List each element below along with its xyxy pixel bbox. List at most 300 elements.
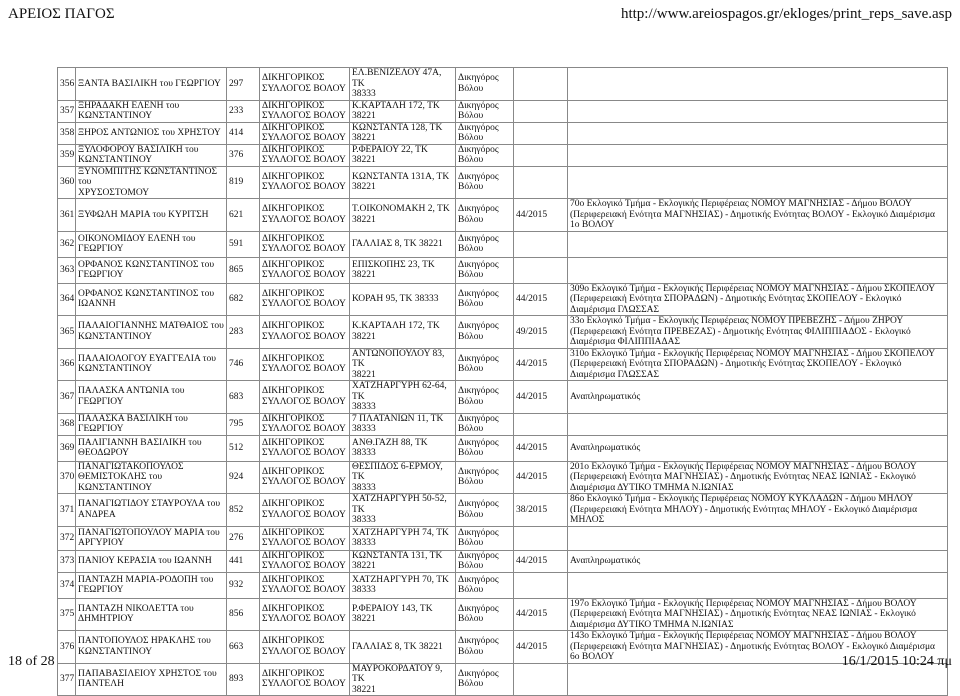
person-name: ΠΑΝΑΓΙΩΤΟΠΟΥΛΟΥ ΜΑΡΙΑ του ΑΡΓΥΡΙΟΥ: [78, 527, 220, 548]
assignment: 309ο Εκλογικό Τμήμα - Εκλογικής Περιφέρειας ΝΟΜΟΥ ΜΑΓΝΗΣΙΑΣ - Δήμου ΣΚΟΠΕΛΟΥ (Περιφερειακή Ενότητα ΣΠΟΡΑΔΩΝ) - Δημοτικής Ενότητας ΣΚΟΠΕΛΟΥ - Εκλογικό Διαμέρισμα ΓΛΩΣΣΑΣ: [570, 283, 935, 315]
member-code-cell: [227, 199, 260, 232]
assignment: 33ο Εκλογικό Τμήμα - Εκλογικής Περιφέρειας ΝΟΜΟΥ ΠΡΕΒΕΖΗΣ - Δήμου ΖΗΡΟΥ (Περιφερειακή Ενότητα ΠΡΕΒΕΖΑΣ) - Δημοτικής Ενότητας ΦΙΛΙΠΠΙΑΔΟΣ - Εκλογικό Διαμέρισμα ΦΙΛΙΠΠΙΑΔΑΣ: [570, 316, 911, 347]
bar-association: ΔΙΚΗΓΟΡΙΚΟΣ ΣΥΛΛΟΓΟΣ ΒΟΛΟΥ: [262, 413, 346, 434]
profession-cell: [456, 199, 514, 232]
profession-cell: [456, 413, 514, 435]
address-cell: [350, 348, 456, 381]
member-code: 746: [229, 359, 244, 369]
member-code-cell: [227, 144, 260, 166]
row-number-cell: [58, 283, 76, 316]
decision-number-cell: [514, 122, 568, 144]
profession-cell: [456, 283, 514, 316]
decision-number-cell: [514, 598, 568, 631]
assignment-cell: [568, 381, 948, 414]
bar-association-cell: [260, 663, 350, 696]
profession: Δικηγόρος Βόλου: [458, 321, 499, 342]
table-row: [58, 494, 948, 527]
person-name-cell: [76, 199, 227, 232]
profession: Δικηγόρος Βόλου: [458, 603, 499, 625]
person-name: ΠΑΛΑΣΚΑ ΒΑΣΙΛΙΚΗ του ΓΕΩΡΓΙΟΥ: [78, 413, 188, 434]
bar-association-cell: [260, 199, 350, 232]
member-code: 512: [229, 442, 244, 453]
bar-association: ΔΙΚΗΓΟΡΙΚΟΣ ΣΥΛΛΟΓΟΣ ΒΟΛΟΥ: [262, 437, 346, 458]
bar-association: ΔΙΚΗΓΟΡΙΚΟΣ ΣΥΛΛΟΓΟΣ ΒΟΛΟΥ: [262, 603, 346, 625]
person-name-cell: [76, 316, 227, 349]
member-code-cell: [227, 526, 260, 550]
profession-cell: [456, 144, 514, 166]
person-name: ΠΑΝΙΟΥ ΚΕΡΑΣΙΑ του ΙΩΑΝΝΗ: [78, 555, 212, 566]
bar-association: ΔΙΚΗΓΟΡΙΚΟΣ ΣΥΛΛΟΓΟΣ ΒΟΛΟΥ: [262, 73, 346, 94]
print-datetime: 16/1/2015 10:24 πμ: [841, 654, 952, 669]
table-row: [58, 435, 948, 461]
profession-cell: [456, 494, 514, 527]
row-number: 366: [60, 359, 75, 369]
bar-association-cell: [260, 598, 350, 631]
row-number-cell: [58, 663, 76, 696]
row-number-cell: [58, 572, 76, 598]
decision-number: 44/2015: [516, 209, 548, 220]
person-name-cell: [76, 413, 227, 435]
table-row: [58, 631, 948, 664]
table-row: [58, 572, 948, 598]
row-number-cell: [58, 316, 76, 349]
person-name-cell: [76, 283, 227, 316]
table-row: [58, 663, 948, 696]
bar-association-cell: [260, 461, 350, 494]
row-number: 375: [60, 609, 75, 619]
profession: Δικηγόρος Βόλου: [458, 668, 499, 690]
page-header-url: http://www.areiospagos.gr/ekloges/print_reps_save.asp: [620, 6, 952, 22]
decision-number-cell: [514, 381, 568, 414]
row-number-cell: [58, 435, 76, 461]
address-cell: [350, 598, 456, 631]
assignment: Αναπληρωματικός: [570, 442, 641, 453]
member-code-cell: [227, 435, 260, 461]
decision-number-cell: [514, 316, 568, 349]
member-code: 441: [229, 555, 244, 566]
person-name-cell: [76, 68, 227, 101]
decision-number-cell: [514, 68, 568, 101]
bar-association-cell: [260, 283, 350, 316]
member-code-cell: [227, 494, 260, 527]
person-name-cell: [76, 257, 227, 283]
table-row: [58, 526, 948, 550]
assignment-cell: [568, 166, 948, 199]
address: ΧΑΤΖΗΑΡΓΥΡΗ 74, ΤΚ 38333: [352, 527, 449, 548]
member-code-cell: [227, 381, 260, 414]
bar-association-cell: [260, 257, 350, 283]
profession: Δικηγόρος Βόλου: [458, 413, 499, 434]
assignment: 310ο Εκλογικό Τμήμα - Εκλογικής Περιφέρειας ΝΟΜΟΥ ΜΑΓΝΗΣΙΑΣ - Δήμου ΣΚΟΠΕΛΟΥ (Περιφερειακή Ενότητα ΣΠΟΡΑΔΩΝ) - Δημοτικής Ενότητας ΣΚΟΠΕΛΟΥ - Εκλογικό Διαμέρισμα ΓΛΩΣΣΑΣ: [570, 348, 935, 380]
bar-association-cell: [260, 526, 350, 550]
row-number: 365: [60, 326, 75, 337]
bar-association-cell: [260, 572, 350, 598]
bar-association: ΔΙΚΗΓΟΡΙΚΟΣ ΣΥΛΛΟΓΟΣ ΒΟΛΟΥ: [262, 574, 346, 595]
decision-number-cell: [514, 572, 568, 598]
table-row: [58, 100, 948, 122]
decision-number-cell: [514, 413, 568, 435]
address: ΕΠΙΣΚΟΠΗΣ 23, ΤΚ 38221: [352, 259, 435, 280]
assignment-cell: [568, 348, 948, 381]
row-number-cell: [58, 461, 76, 494]
profession: Δικηγόρος Βόλου: [458, 288, 499, 310]
address: ΘΕΣΠΙΔΟΣ 6-ΕΡΜΟΥ, ΤΚ 38333: [352, 461, 443, 493]
decision-number-cell: [514, 283, 568, 316]
person-name-cell: [76, 381, 227, 414]
table-row: [58, 550, 948, 572]
row-number: 369: [60, 442, 75, 453]
address-cell: [350, 526, 456, 550]
profession: Δικηγόρος Βόλου: [458, 386, 499, 407]
decision-number-cell: [514, 494, 568, 527]
address: ΧΑΤΖΗΑΡΓΥΡΗ 62-64, ΤΚ 38333: [352, 381, 447, 412]
person-name: ΠΑΛΑΣΚΑ ΑΝΤΩΝΙΑ του ΓΕΩΡΓΙΟΥ: [78, 386, 185, 407]
person-name: ΞΗΡΟΣ ΑΝΤΩΝΙΟΣ του ΧΡΗΣΤΟΥ: [78, 127, 221, 138]
address: ΚΩΝΣΤΑΝΤΑ 128, ΤΚ 38221: [352, 122, 443, 143]
member-code-cell: [227, 257, 260, 283]
person-name: ΞΗΡΑΔΑΚΗ ΕΛΕΝΗ του ΚΩΝΣΤΑΝΤΙΝΟΥ: [78, 100, 180, 121]
table-row: [58, 144, 948, 166]
row-number-cell: [58, 494, 76, 527]
table-row: [58, 199, 948, 232]
profession-cell: [456, 381, 514, 414]
address: ΚΩΝΣΤΑΝΤΑ 131, ΤΚ 38221: [352, 550, 443, 571]
address: ΚΩΝΣΤΑΝΤΑ 131Α, ΤΚ 38221: [352, 171, 450, 193]
bar-association: ΔΙΚΗΓΟΡΙΚΟΣ ΣΥΛΛΟΓΟΣ ΒΟΛΟΥ: [262, 233, 346, 254]
row-number: 362: [60, 238, 75, 249]
page-counter: 18 of 28: [8, 654, 55, 669]
profession-cell: [456, 461, 514, 494]
row-number-cell: [58, 68, 76, 101]
member-code: 865: [229, 264, 244, 275]
member-code-cell: [227, 100, 260, 122]
member-code-cell: [227, 663, 260, 696]
address-cell: [350, 257, 456, 283]
address: Κ.ΚΑΡΤΑΛΗ 172, ΤΚ 38221: [352, 321, 440, 342]
profession: Δικηγόρος Βόλου: [458, 353, 499, 375]
address-cell: [350, 381, 456, 414]
member-code: 663: [229, 641, 244, 652]
decision-number-cell: [514, 144, 568, 166]
person-name: ΞΑΝΤΑ ΒΑΣΙΛΙΚΗ του ΓΕΩΡΓΙΟΥ: [78, 78, 221, 89]
address-cell: [350, 663, 456, 696]
table-row: [58, 316, 948, 349]
table-row: [58, 257, 948, 283]
row-number: 364: [60, 294, 75, 304]
member-code-cell: [227, 572, 260, 598]
address-cell: [350, 435, 456, 461]
person-name: ΠΑΝΑΓΙΩΤΙΔΟΥ ΣΤΑΥΡΟΥΛΑ του ΑΝΔΡΕΑ: [78, 499, 221, 520]
table-row: [58, 598, 948, 631]
profession-cell: [456, 231, 514, 257]
profession-cell: [456, 572, 514, 598]
row-number-cell: [58, 631, 76, 664]
member-code: 283: [229, 326, 244, 337]
profession-cell: [456, 550, 514, 572]
table-row: [58, 68, 948, 101]
profession-cell: [456, 166, 514, 199]
row-number: 376: [60, 641, 75, 652]
profession: Δικηγόρος Βόλου: [458, 466, 499, 488]
row-number: 374: [60, 579, 75, 590]
bar-association: ΔΙΚΗΓΟΡΙΚΟΣ ΣΥΛΛΟΓΟΣ ΒΟΛΟΥ: [262, 386, 346, 407]
person-name: ΟΙΚΟΝΟΜΙΔΟΥ ΕΛΕΝΗ του ΓΕΩΡΓΙΟΥ: [78, 233, 196, 254]
address: Τ.ΟΙΚΟΝΟΜΑΚΗ 2, ΤΚ 38221: [352, 204, 450, 225]
row-number: 360: [60, 177, 75, 187]
profession: Δικηγόρος Βόλου: [458, 122, 499, 143]
person-name: ΞΥΛΟΦΟΡΟΥ ΒΑΣΙΛΙΚΗ του ΚΩΝΣΤΑΝΤΙΝΟΥ: [78, 144, 199, 165]
bar-association: ΔΙΚΗΓΟΡΙΚΟΣ ΣΥΛΛΟΓΟΣ ΒΟΛΟΥ: [262, 144, 346, 165]
assignment: 197ο Εκλογικό Τμήμα - Εκλογικής Περιφέρειας ΝΟΜΟΥ ΜΑΓΝΗΣΙΑΣ - Δήμου ΒΟΛΟΥ (Περιφερειακή Ενότητα ΜΑΓΝΗΣΙΑΣ) - Δημοτικής Ενότητας ΝΕΑΣ ΙΩΝΙΑΣ - Εκλογικό Διαμέρισμα ΔΥΤΙΚΟ ΤΜΗΜΑ Ν.ΙΩΝΙΑΣ: [570, 598, 917, 630]
assignment-cell: [568, 572, 948, 598]
person-name-cell: [76, 461, 227, 494]
person-name: ΟΡΦΑΝΟΣ ΚΩΝΣΤΑΝΤΙΝΟΣ του ΙΩΑΝΝΗ: [78, 288, 215, 310]
assignment-cell: [568, 550, 948, 572]
address: ΧΑΤΖΗΑΡΓΥΡΗ 50-52, ΤΚ 38333: [352, 494, 447, 525]
person-name: ΠΑΝΑΓΙΩΤΑΚΟΠΟΥΛΟΣ ΘΕΜΙΣΤΟΚΛΗΣ του ΚΩΝΣΤΑΝΤΙΝΟΥ: [78, 461, 184, 493]
assignment-cell: [568, 231, 948, 257]
assignment: 143ο Εκλογικό Τμήμα - Εκλογικής Περιφέρειας ΝΟΜΟΥ ΜΑΓΝΗΣΙΑΣ - Δήμου ΒΟΛΟΥ (Περιφερειακή Ενότητα ΜΑΓΝΗΣΙΑΣ) - Δημοτικής Ενότητας ΒΟΛΟΥ - Εκλογικό Διαμέρισμα 6ο ΒΟΛΟΥ: [570, 631, 936, 662]
address-cell: [350, 122, 456, 144]
row-number-cell: [58, 231, 76, 257]
address-cell: [350, 166, 456, 199]
bar-association: ΔΙΚΗΓΟΡΙΚΟΣ ΣΥΛΛΟΓΟΣ ΒΟΛΟΥ: [262, 259, 346, 280]
bar-association: ΔΙΚΗΓΟΡΙΚΟΣ ΣΥΛΛΟΓΟΣ ΒΟΛΟΥ: [262, 122, 346, 143]
person-name-cell: [76, 526, 227, 550]
table-body: [58, 68, 948, 696]
decision-number: 44/2015: [516, 294, 548, 304]
address-cell: [350, 550, 456, 572]
profession: Δικηγόρος Βόλου: [458, 527, 499, 548]
table-row: [58, 283, 948, 316]
assignment-cell: [568, 68, 948, 101]
address: ΑΝΤΩΝΟΠΟΥΛΟΥ 83, ΤΚ 38221: [352, 348, 445, 380]
assignment-cell: [568, 435, 948, 461]
member-code-cell: [227, 550, 260, 572]
member-code-cell: [227, 316, 260, 349]
decision-number: 44/2015: [516, 391, 548, 402]
table-row: [58, 461, 948, 494]
bar-association: ΔΙΚΗΓΟΡΙΚΟΣ ΣΥΛΛΟΓΟΣ ΒΟΛΟΥ: [262, 353, 346, 375]
member-code-cell: [227, 461, 260, 494]
member-code: 852: [229, 504, 244, 515]
assignment: Αναπληρωματικός: [570, 555, 641, 566]
profession-cell: [456, 100, 514, 122]
profession-cell: [456, 631, 514, 664]
assignment: 201ο Εκλογικό Τμήμα - Εκλογικής Περιφέρειας ΝΟΜΟΥ ΜΑΓΝΗΣΙΑΣ - Δήμου ΒΟΛΟΥ (Περιφερειακή Ενότητα ΜΑΓΝΗΣΙΑΣ) - Δημοτικής Ενότητας ΝΕΑΣ ΙΩΝΙΑΣ - Εκλογικό Διαμέρισμα ΔΥΤΙΚΟ ΤΜΗΜΑ Ν.ΙΩΝΙΑΣ: [570, 461, 917, 493]
row-number: 372: [60, 532, 75, 543]
person-name: ΞΥΝΟΜΠΙΤΗΣ ΚΩΝΣΤΑΝΤΙΝΟΣ του ΧΡΥΣΟΣΤΟΜΟΥ: [78, 166, 218, 198]
member-code: 893: [229, 674, 244, 684]
person-name-cell: [76, 663, 227, 696]
bar-association: ΔΙΚΗΓΟΡΙΚΟΣ ΣΥΛΛΟΓΟΣ ΒΟΛΟΥ: [262, 550, 346, 571]
profession-cell: [456, 348, 514, 381]
bar-association: ΔΙΚΗΓΟΡΙΚΟΣ ΣΥΛΛΟΓΟΣ ΒΟΛΟΥ: [262, 466, 346, 488]
member-code: 795: [229, 418, 244, 429]
address-cell: [350, 494, 456, 527]
person-name: ΠΑΝΤΑΖΗ ΝΙΚΟΛΕΤΤΑ του ΔΗΜΗΤΡΙΟΥ: [78, 603, 194, 625]
row-number: 358: [60, 127, 75, 138]
decision-number-cell: [514, 199, 568, 232]
person-name-cell: [76, 598, 227, 631]
person-name: ΠΑΝΤΟΠΟΥΛΟΣ ΗΡΑΚΛΗΣ του ΚΩΝΣΤΑΝΤΙΝΟΥ: [78, 636, 211, 657]
member-code: 856: [229, 609, 244, 619]
address: ΑΝΘ.ΓΑΖΗ 88, ΤΚ 38333: [352, 437, 428, 458]
decision-number-cell: [514, 348, 568, 381]
row-number: 363: [60, 264, 75, 275]
bar-association-cell: [260, 100, 350, 122]
bar-association-cell: [260, 381, 350, 414]
bar-association-cell: [260, 231, 350, 257]
address: ΚΟΡΑΗ 95, ΤΚ 38333: [352, 294, 439, 304]
table-row: [58, 381, 948, 414]
row-number-cell: [58, 257, 76, 283]
row-number: 377: [60, 674, 75, 684]
bar-association: ΔΙΚΗΓΟΡΙΚΟΣ ΣΥΛΛΟΓΟΣ ΒΟΛΟΥ: [262, 636, 346, 657]
person-name-cell: [76, 122, 227, 144]
address-cell: [350, 572, 456, 598]
person-name-cell: [76, 231, 227, 257]
row-number: 371: [60, 504, 75, 515]
bar-association-cell: [260, 316, 350, 349]
decision-number-cell: [514, 526, 568, 550]
assignment-cell: [568, 100, 948, 122]
person-name-cell: [76, 494, 227, 527]
table-row: [58, 122, 948, 144]
decision-number: 49/2015: [516, 326, 548, 337]
member-code-cell: [227, 122, 260, 144]
table-row: [58, 166, 948, 199]
person-name: ΠΑΛΑΙΟΛΟΓΟΥ ΕΥΑΓΓΕΛΙΑ του ΚΩΝΣΤΑΝΤΙΝΟΥ: [78, 353, 216, 375]
person-name-cell: [76, 435, 227, 461]
row-number-cell: [58, 598, 76, 631]
profession: Δικηγόρος Βόλου: [458, 233, 499, 254]
member-code: 924: [229, 472, 244, 482]
profession-cell: [456, 598, 514, 631]
row-number-cell: [58, 526, 76, 550]
member-code: 233: [229, 105, 244, 116]
profession-cell: [456, 316, 514, 349]
bar-association-cell: [260, 413, 350, 435]
row-number: 356: [60, 78, 75, 89]
bar-association: ΔΙΚΗΓΟΡΙΚΟΣ ΣΥΛΛΟΓΟΣ ΒΟΛΟΥ: [262, 668, 346, 690]
decision-number-cell: [514, 257, 568, 283]
decision-number: 44/2015: [516, 609, 548, 619]
decision-number: 44/2015: [516, 442, 548, 453]
row-number: 361: [60, 209, 75, 220]
profession: Δικηγόρος Βόλου: [458, 204, 499, 225]
address: ΓΑΛΛΙΑΣ 8, ΤΚ 38221: [352, 238, 443, 249]
decision-number-cell: [514, 100, 568, 122]
address: ΜΑΥΡΟΚΟΡΔΑΤΟΥ 9, ΤΚ 38221: [352, 663, 443, 695]
address: ΓΑΛΛΙΑΣ 8, ΤΚ 38221: [352, 641, 443, 652]
row-number: 367: [60, 391, 75, 402]
assignment-cell: [568, 461, 948, 494]
profession-cell: [456, 122, 514, 144]
table-row: [58, 413, 948, 435]
assignment: 70ο Εκλογικό Τμήμα - Εκλογικής Περιφέρειας ΝΟΜΟΥ ΜΑΓΝΗΣΙΑΣ - Δήμου ΒΟΛΟΥ (Περιφερειακή Ενότητα ΜΑΓΝΗΣΙΑΣ) - Δημοτικής Ενότητας ΒΟΛΟΥ - Εκλογικό Διαμέρισμα 1ο ΒΟΛΟΥ: [570, 199, 936, 230]
decision-number: 44/2015: [516, 359, 548, 369]
bar-association-cell: [260, 122, 350, 144]
profession: Δικηγόρος Βόλου: [458, 550, 499, 571]
person-name: ΠΑΠΑΒΑΣΙΛΕΙΟΥ ΧΡΗΣΤΟΣ του ΠΑΝΤΕΛΗ: [78, 668, 217, 690]
member-code: 682: [229, 294, 244, 304]
decision-number: 44/2015: [516, 472, 548, 482]
decision-number-cell: [514, 435, 568, 461]
row-number: 373: [60, 555, 75, 566]
member-code: 819: [229, 177, 244, 187]
address-cell: [350, 144, 456, 166]
person-name-cell: [76, 631, 227, 664]
row-number: 370: [60, 472, 75, 482]
bar-association-cell: [260, 68, 350, 101]
address: Ρ.ΦΕΡΑΙΟΥ 143, ΤΚ 38221: [352, 603, 433, 625]
profession: Δικηγόρος Βόλου: [458, 574, 499, 595]
assignment-cell: [568, 199, 948, 232]
assignment-cell: [568, 316, 948, 349]
member-code: 591: [229, 238, 244, 249]
row-number-cell: [58, 199, 76, 232]
profession: Δικηγόρος Βόλου: [458, 100, 499, 121]
profession: Δικηγόρος Βόλου: [458, 171, 499, 193]
address: ΕΛ.ΒΕΝΙΖΕΛΟΥ 47Α, ΤΚ 38333: [352, 68, 442, 99]
member-code-cell: [227, 68, 260, 101]
decision-number-cell: [514, 550, 568, 572]
representatives-table: [57, 67, 948, 696]
profession-cell: [456, 435, 514, 461]
decision-number-cell: [514, 631, 568, 664]
member-code: 276: [229, 532, 244, 543]
profession: Δικηγόρος Βόλου: [458, 73, 499, 94]
table-row: [58, 231, 948, 257]
decision-number: 44/2015: [516, 555, 548, 566]
row-number-cell: [58, 348, 76, 381]
address: Κ.ΚΑΡΤΑΛΗ 172, ΤΚ 38221: [352, 100, 440, 121]
row-number-cell: [58, 381, 76, 414]
address: 7 ΠΛΑΤΑΝΙΩΝ 11, ΤΚ 38333: [352, 413, 444, 434]
person-name-cell: [76, 550, 227, 572]
bar-association: ΔΙΚΗΓΟΡΙΚΟΣ ΣΥΛΛΟΓΟΣ ΒΟΛΟΥ: [262, 499, 346, 520]
member-code-cell: [227, 283, 260, 316]
decision-number-cell: [514, 231, 568, 257]
member-code: 621: [229, 209, 244, 220]
member-code-cell: [227, 166, 260, 199]
member-code: 297: [229, 78, 244, 89]
assignment: 86ο Εκλογικό Τμήμα - Εκλογικής Περιφέρειας ΝΟΜΟΥ ΚΥΚΛΑΔΩΝ - Δήμου ΜΗΛΟΥ (Περιφερειακή Ενότητα ΜΗΛΟΥ) - Δημοτικής Ενότητας ΜΗΛΟΥ - Εκλογικό Διαμέρισμα ΜΗΛΟΣ: [570, 494, 918, 525]
member-code-cell: [227, 598, 260, 631]
decision-number: 44/2015: [516, 641, 548, 652]
assignment-cell: [568, 144, 948, 166]
bar-association: ΔΙΚΗΓΟΡΙΚΟΣ ΣΥΛΛΟΓΟΣ ΒΟΛΟΥ: [262, 527, 346, 548]
assignment-cell: [568, 257, 948, 283]
assignment-cell: [568, 122, 948, 144]
bar-association-cell: [260, 435, 350, 461]
profession-cell: [456, 526, 514, 550]
assignment: Αναπληρωματικός: [570, 391, 641, 402]
row-number: 368: [60, 418, 75, 429]
profession: Δικηγόρος Βόλου: [458, 437, 499, 458]
address-cell: [350, 316, 456, 349]
assignment-cell: [568, 283, 948, 316]
page-header-title: ΑΡΕΙΟΣ ΠΑΓΟΣ: [8, 6, 115, 22]
decision-number-cell: [514, 461, 568, 494]
bar-association-cell: [260, 166, 350, 199]
person-name: ΠΑΛΙΓΙΑΝΝΗ ΒΑΣΙΛΙΚΗ του ΘΕΟΔΩΡΟΥ: [78, 437, 202, 458]
profession-cell: [456, 68, 514, 101]
bar-association-cell: [260, 631, 350, 664]
member-code-cell: [227, 631, 260, 664]
profession: Δικηγόρος Βόλου: [458, 144, 499, 165]
